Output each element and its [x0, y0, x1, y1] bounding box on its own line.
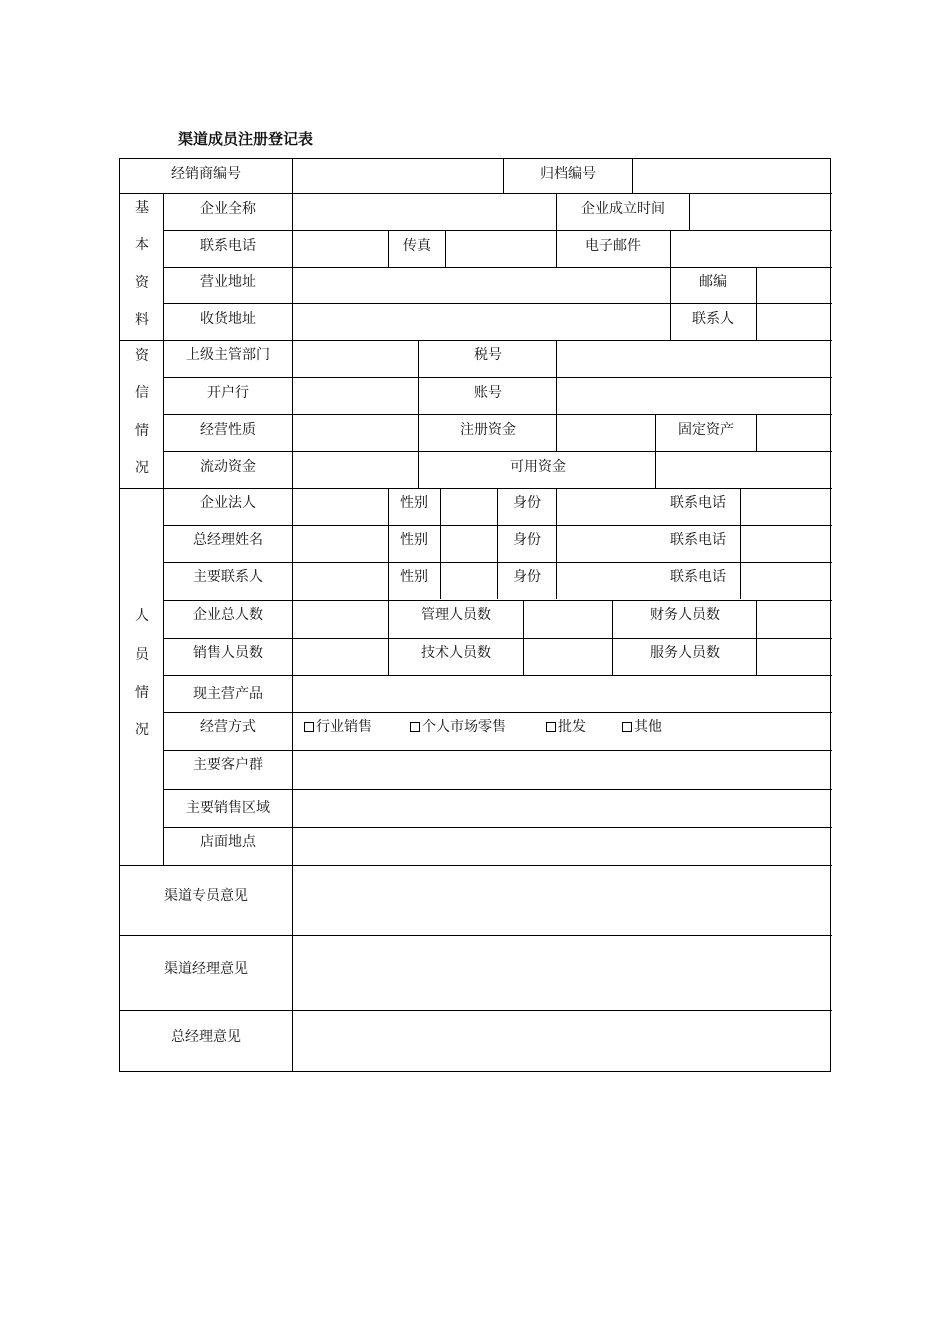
field-customers[interactable] — [293, 751, 832, 789]
label-phone: 联系电话 — [200, 238, 256, 254]
label-gm-opinion: 总经理意见 — [171, 1029, 241, 1045]
option-industry-sales[interactable]: 行业销售 — [304, 719, 372, 735]
label-tech-staff: 技术人员数 — [421, 645, 491, 661]
field-available-funds[interactable] — [656, 452, 832, 488]
field-fax[interactable] — [446, 231, 556, 267]
label-delivery-address: 收货地址 — [200, 311, 256, 327]
field-gender[interactable] — [441, 489, 497, 525]
section-char: 本 — [135, 237, 149, 253]
section-char: 情 — [135, 423, 149, 439]
option-retail[interactable]: 个人市场零售 — [410, 719, 506, 735]
field-fixed-assets[interactable] — [757, 415, 832, 451]
col-line — [163, 193, 164, 865]
field-gm-name[interactable] — [293, 526, 388, 562]
field-sales-region[interactable] — [293, 790, 832, 827]
option-other[interactable]: 其他 — [622, 719, 662, 735]
field-bank[interactable] — [293, 378, 418, 414]
field-specialist-opinion[interactable] — [293, 866, 832, 935]
label-total-staff: 企业总人数 — [193, 607, 263, 623]
field-working-capital[interactable] — [293, 452, 418, 488]
field-biz-address[interactable] — [293, 268, 670, 303]
label-phone: 联系电话 — [670, 495, 726, 511]
field-founded[interactable] — [690, 194, 832, 230]
label-gender: 性别 — [400, 569, 428, 585]
label-gender: 性别 — [400, 495, 428, 511]
label-specialist-opinion: 渠道专员意见 — [164, 888, 248, 904]
section-char: 料 — [135, 312, 149, 328]
form-title: 渠道成员注册登记表 — [178, 130, 314, 148]
label-products: 现主营产品 — [193, 686, 263, 702]
field-tax-no[interactable] — [557, 341, 832, 377]
section-char: 情 — [135, 685, 149, 701]
label-id: 身份 — [513, 569, 541, 585]
checkbox-icon — [546, 722, 556, 732]
field-reg-capital[interactable] — [557, 415, 655, 451]
field-phone[interactable] — [741, 563, 832, 600]
field-contact[interactable] — [757, 304, 832, 340]
col-line — [612, 600, 613, 675]
label-postcode: 邮编 — [699, 274, 727, 290]
field-phone[interactable] — [741, 526, 832, 562]
field-nature[interactable] — [293, 415, 418, 451]
field-finance-staff[interactable] — [757, 601, 832, 638]
label-reg-capital: 注册资金 — [460, 422, 516, 438]
field-store-location[interactable] — [293, 828, 832, 865]
field-legal-person[interactable] — [293, 489, 388, 525]
col-line — [497, 488, 498, 599]
label-archive-no: 归档编号 — [540, 166, 596, 182]
field-dealer-no[interactable] — [293, 159, 503, 193]
label-service-staff: 服务人员数 — [650, 645, 720, 661]
field-main-contact[interactable] — [293, 563, 388, 600]
field-parent-dept[interactable] — [293, 341, 418, 377]
field-id[interactable] — [557, 526, 656, 562]
row-line — [163, 638, 832, 639]
field-gender[interactable] — [441, 563, 497, 600]
section-char: 况 — [135, 460, 149, 476]
field-service-staff[interactable] — [757, 639, 832, 675]
col-line — [418, 340, 419, 488]
label-id: 身份 — [513, 495, 541, 511]
field-postcode[interactable] — [757, 268, 832, 303]
label-email: 电子邮件 — [585, 238, 641, 254]
field-products[interactable] — [293, 676, 832, 712]
field-gender[interactable] — [441, 526, 497, 562]
field-phone[interactable] — [741, 489, 832, 525]
label-tax-no: 税号 — [474, 347, 502, 363]
row-line — [163, 414, 832, 415]
field-mgmt-staff[interactable] — [524, 601, 612, 638]
checkbox-icon — [622, 722, 632, 732]
label-phone: 联系电话 — [670, 569, 726, 585]
label-store-location: 店面地点 — [200, 834, 256, 850]
label-sales-staff: 销售人员数 — [193, 645, 263, 661]
label-finance-staff: 财务人员数 — [650, 607, 720, 623]
field-id[interactable] — [557, 489, 656, 525]
label-dealer-no: 经销商编号 — [171, 166, 241, 182]
field-archive-no[interactable] — [633, 159, 832, 193]
field-phone[interactable] — [293, 231, 388, 267]
field-manager-opinion[interactable] — [293, 936, 832, 1010]
label-nature: 经营性质 — [200, 422, 256, 438]
section-char: 况 — [135, 722, 149, 738]
field-delivery-address[interactable] — [293, 304, 670, 340]
section-char: 员 — [135, 647, 149, 663]
field-sales-staff[interactable] — [293, 639, 388, 675]
field-company-name[interactable] — [293, 194, 556, 230]
field-email[interactable] — [671, 231, 832, 267]
label-contact: 联系人 — [692, 311, 734, 327]
label-sales-region: 主要销售区域 — [186, 800, 270, 816]
label-working-capital: 流动资金 — [200, 459, 256, 475]
label-phone: 联系电话 — [670, 532, 726, 548]
section-char: 资 — [135, 275, 149, 291]
row-line — [163, 712, 832, 713]
col-line — [556, 193, 557, 267]
section-char: 信 — [135, 385, 149, 401]
label-company-name: 企业全称 — [200, 201, 256, 217]
col-line — [388, 488, 389, 675]
label-available-funds: 可用资金 — [510, 459, 566, 475]
col-line — [388, 230, 389, 267]
label-biz-mode: 经营方式 — [200, 719, 256, 735]
label-fax: 传真 — [403, 238, 431, 254]
label-biz-address: 营业地址 — [200, 274, 256, 290]
label-founded: 企业成立时间 — [581, 201, 665, 217]
section-char: 基 — [135, 200, 149, 216]
checkbox-icon — [304, 722, 314, 732]
label-legal-person: 企业法人 — [200, 495, 256, 511]
col-line — [503, 159, 504, 193]
section-char: 资 — [135, 348, 149, 364]
section-char: 人 — [135, 608, 149, 624]
label-customers: 主要客户群 — [193, 757, 263, 773]
label-bank: 开户行 — [207, 385, 249, 401]
label-account: 账号 — [474, 385, 502, 401]
label-gm-name: 总经理姓名 — [193, 532, 263, 548]
label-fixed-assets: 固定资产 — [678, 422, 734, 438]
field-total-staff[interactable] — [293, 601, 388, 638]
label-main-contact: 主要联系人 — [193, 569, 263, 585]
registration-form — [119, 158, 831, 1072]
checkbox-icon — [410, 722, 420, 732]
field-account[interactable] — [557, 378, 832, 414]
label-id: 身份 — [513, 532, 541, 548]
label-gender: 性别 — [400, 532, 428, 548]
label-manager-opinion: 渠道经理意见 — [164, 961, 248, 977]
row-line — [163, 600, 832, 601]
label-parent-dept: 上级主管部门 — [186, 347, 270, 363]
label-mgmt-staff: 管理人员数 — [421, 607, 491, 623]
field-id[interactable] — [557, 563, 656, 600]
field-tech-staff[interactable] — [524, 639, 612, 675]
field-gm-opinion[interactable] — [293, 1011, 832, 1071]
option-wholesale[interactable]: 批发 — [546, 719, 586, 735]
